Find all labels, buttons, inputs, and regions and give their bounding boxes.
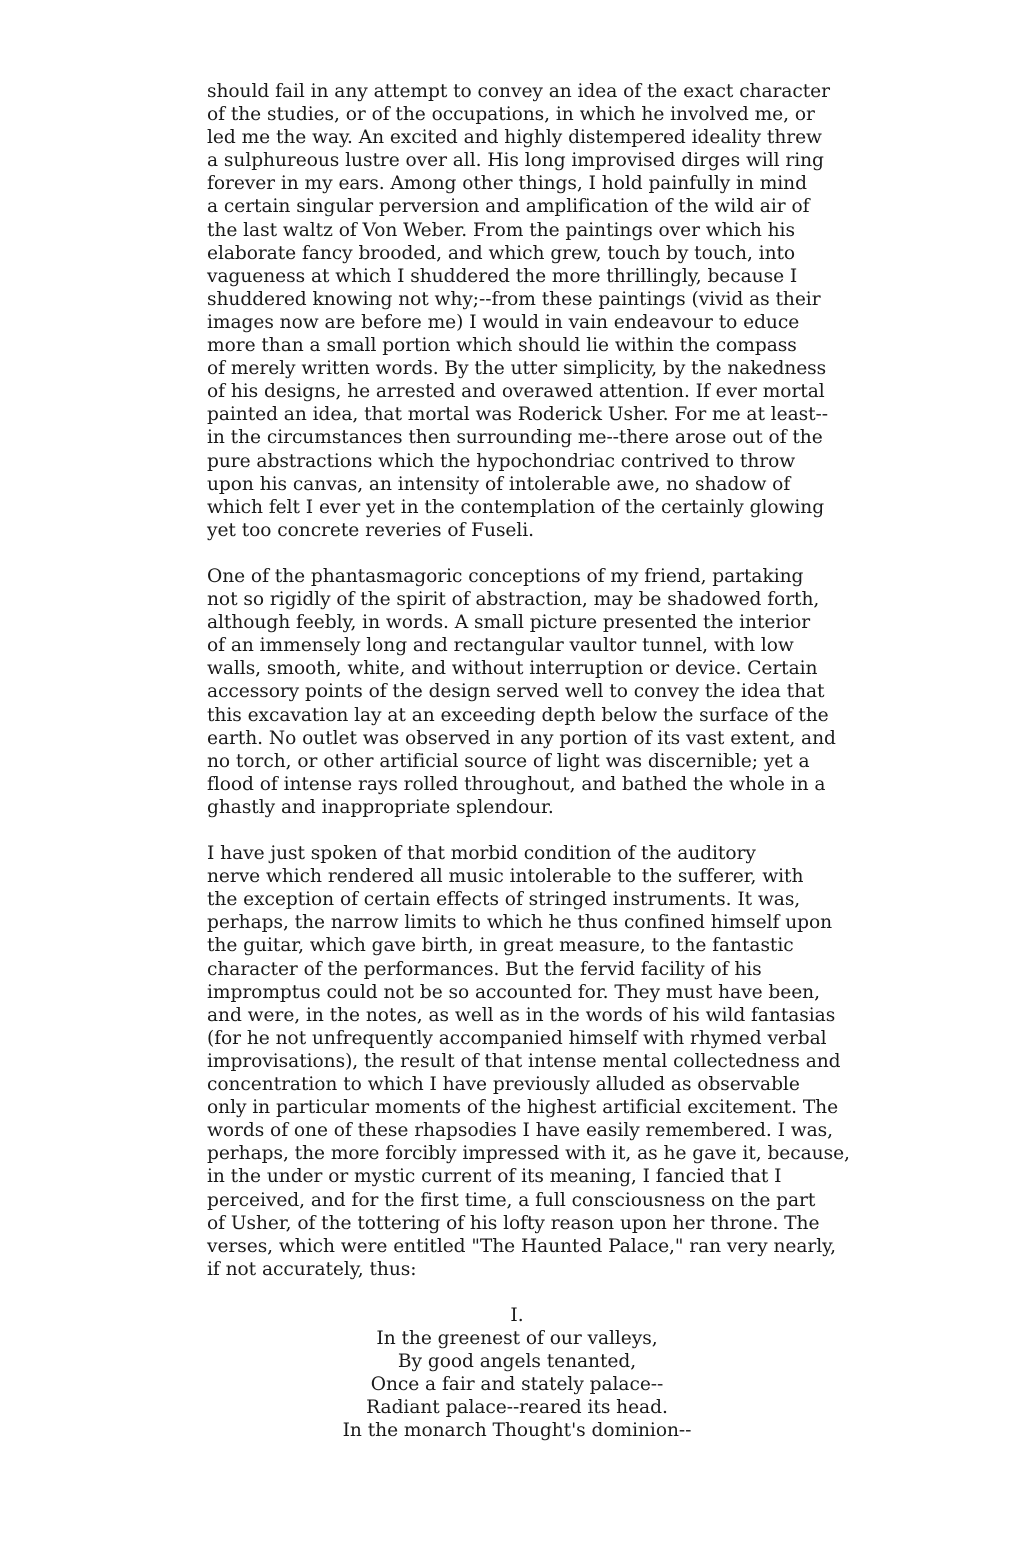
text-line: yet too concrete reveries of Fuseli. [207, 519, 535, 541]
text-line: in the circumstances then surrounding me--there arose out of the [207, 427, 823, 449]
text-line: of an immensely long and rectangular vaultor tunnel, with low [207, 635, 794, 657]
paragraph-paintings [207, 80, 847, 542]
text-line: (for he not unfrequently accompanied himself with rhymed verbal [207, 1027, 827, 1049]
text-line: character of the performances. But the fervid facility of his [207, 958, 762, 980]
text-line: words of one of these rhapsodies I have easily remembered. I was, [207, 1120, 834, 1142]
text-line: shuddered knowing not why;--from these paintings (vivid as their [207, 288, 821, 310]
text-line: accessory points of the design served well to convey the idea that [207, 681, 825, 703]
text-line: only in particular moments of the highest artificial excitement. The [207, 1097, 839, 1119]
text-line: images now are before me) I would in vain endeavour to educe [207, 311, 800, 333]
text-line: a certain singular perversion and amplification of the wild air of [207, 196, 810, 218]
text-line: verses, which were entitled "The Haunted Palace," ran very nearly, [207, 1235, 836, 1257]
text-line: earth. No outlet was observed in any portion of its vast extent, and [207, 727, 836, 749]
text-line: One of the phantasmagoric conceptions of my friend, partaking [207, 565, 804, 587]
text-line: flood of intense rays rolled throughout, and bathed the whole in a [207, 773, 826, 795]
text-line: nerve which rendered all music intolerable to the sufferer, with [207, 866, 804, 888]
verse-line: Once a fair and stately palace-- [370, 1374, 664, 1396]
text-line: of Usher, of the tottering of his lofty reason upon her throne. The [207, 1212, 820, 1234]
text-line: in the under or mystic current of its meaning, I fancied that I [207, 1166, 782, 1188]
poem-stanza [207, 1304, 827, 1443]
paragraph-music [207, 842, 850, 1281]
text-line: walls, smooth, white, and without interruption or device. Certain [207, 658, 818, 680]
text-line: of merely written words. By the utter simplicity, by the nakedness [207, 358, 827, 380]
text-line: pure abstractions which the hypochondriac contrived to throw [207, 450, 796, 472]
text-line: of his designs, he arrested and overawed attention. If ever mortal [207, 381, 825, 403]
text-line: impromptus could not be so accounted for. They must have been, [207, 981, 820, 1003]
text-line: perceived, and for the first time, a full consciousness on the part [207, 1189, 816, 1211]
text-line: concentration to which I have previously alluded as observable [207, 1074, 800, 1096]
verse-line: By good angels tenanted, [397, 1351, 637, 1373]
text-line: should fail in any attempt to convey an idea of the exact character [207, 81, 830, 102]
verse-line: In the monarch Thought's dominion-- [342, 1420, 692, 1442]
paragraph-vault-picture [207, 565, 847, 819]
text-line: forever in my ears. Among other things, I hold painfully in mind [207, 173, 807, 195]
text-line: led me the way. An excited and highly distempered ideality threw [207, 127, 822, 149]
text-line: ghastly and inappropriate splendour. [207, 796, 554, 818]
text-line: painted an idea, that mortal was Roderick Usher. For me at least-- [207, 404, 829, 426]
text-line: I have just spoken of that morbid condition of the auditory [207, 843, 756, 865]
text-line: a sulphureous lustre over all. His long improvised dirges will ring [207, 150, 824, 172]
text-line: the exception of certain effects of stringed instruments. It was, [207, 889, 801, 911]
text-line: vagueness at which I shuddered the more thrillingly, because I [207, 265, 798, 287]
text-line: not so rigidly of the spirit of abstraction, may be shadowed forth, [207, 589, 820, 611]
text-line: of the studies, or of the occupations, in which he involved me, or [207, 104, 815, 126]
text-line: the guitar, which gave birth, in great measure, to the fantastic [207, 935, 794, 957]
text-line: more than a small portion which should lie within the compass [207, 335, 797, 357]
text-line: this excavation lay at an exceeding depth below the surface of the [207, 704, 829, 726]
text-line: and were, in the notes, as well as in the words of his wild fantasias [207, 1004, 836, 1026]
text-line: no torch, or other artificial source of light was discernible; yet a [207, 750, 810, 772]
stanza-numeral: I. [510, 1304, 524, 1326]
text-line: elaborate fancy brooded, and which grew, touch by touch, into [207, 242, 796, 264]
text-line: the last waltz of Von Weber. From the paintings over which his [207, 219, 795, 241]
text-line: which felt I ever yet in the contemplation of the certainly glowing [207, 496, 825, 518]
verse-line: Radiant palace--reared its head. [366, 1397, 668, 1419]
verse-line: In the greenest of our valleys, [376, 1328, 658, 1350]
text-line: although feebly, in words. A small picture presented the interior [207, 612, 811, 634]
text-line: perhaps, the narrow limits to which he thus confined himself upon [207, 912, 833, 934]
page-text [207, 80, 850, 1443]
text-line: upon his canvas, an intensity of intolerable awe, no shadow of [207, 473, 791, 495]
text-line: if not accurately, thus: [207, 1258, 417, 1280]
text-line: improvisations), the result of that intense mental collectedness and [207, 1050, 841, 1072]
text-line: perhaps, the more forcibly impressed with it, as he gave it, because, [207, 1143, 850, 1165]
